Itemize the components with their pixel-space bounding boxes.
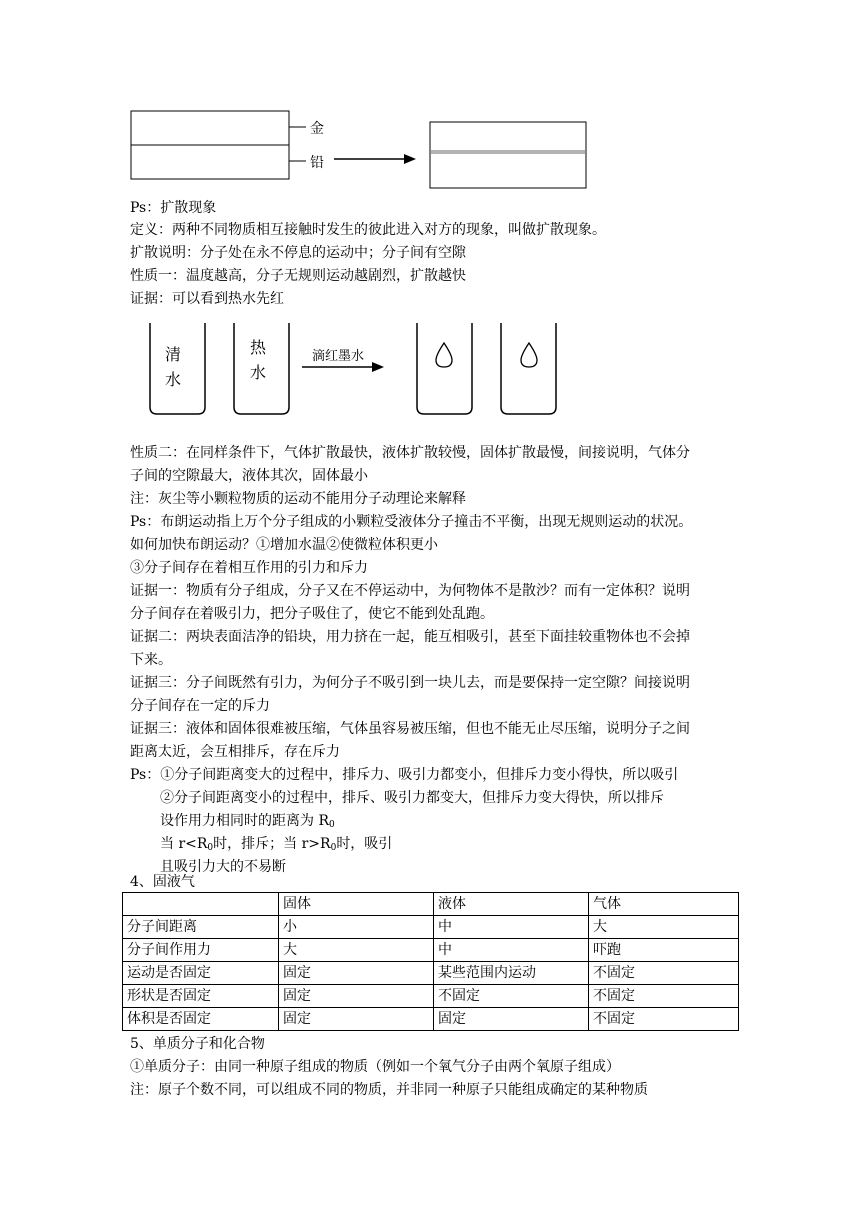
diffusion-band [431, 150, 585, 154]
line-16: 证据三：分子间既然有引力，为何分子不吸引到一块儿去，而是要保持一定空隙？间接说明 [130, 675, 690, 691]
line-20: Ps：①分子间距离变大的过程中，排斥力、吸引力都变小，但排斥力变小得快，所以吸引 [130, 767, 679, 783]
table-cell: 大 [589, 916, 739, 939]
table-header-cell [123, 893, 279, 916]
line-10: 如何加快布朗运动？①增加水温②使微粒体积更小 [130, 537, 438, 553]
diffusion-blocks-diagram [0, 0, 860, 200]
line-6: 性质二：在同样条件下，气体扩散最快，液体扩散较慢，固体扩散最慢，间接说明，气体分 [130, 445, 690, 461]
table-cell: 分子间距离 [123, 916, 279, 939]
table-cell: 小 [279, 916, 434, 939]
subscript-0: 0 [330, 843, 337, 853]
table-header-cell: 气体 [589, 893, 739, 916]
line-22-text: 设作用力相同时的距离为 R [160, 813, 329, 829]
line-23 [160, 834, 392, 858]
drip-arrow-head [372, 362, 384, 372]
table-header-row [123, 893, 739, 916]
table-cell: 某些范围内运动 [434, 962, 589, 985]
line-12: 证据一：物质有分子组成，分子又在不停运动中，为何物体不是散沙？而有一定体积？说明 [130, 583, 690, 599]
table-cell: 固定 [279, 962, 434, 985]
table-row [123, 1008, 739, 1031]
line-7: 子间的空隙最大，液体其次，固体最小 [130, 468, 368, 484]
line-24: 且吸引力大的不易断 [160, 859, 286, 875]
ink-drop-right [521, 343, 537, 367]
line-8: 注：灰尘等小颗粒物质的运动不能用分子动理论来解释 [130, 491, 466, 507]
table-cell: 不固定 [589, 1008, 739, 1031]
table-cell: 固定 [279, 1008, 434, 1031]
line-22 [160, 811, 335, 835]
line-5: 证据：可以看到热水先红 [130, 291, 284, 307]
line-17: 分子间存在一定的斥力 [130, 698, 270, 714]
lead-block [131, 145, 289, 179]
states-of-matter-table [122, 892, 739, 1031]
table-cell: 形状是否固定 [123, 985, 279, 1008]
beaker-left-after [417, 323, 472, 414]
table-cell: 运动是否固定 [123, 962, 279, 985]
merged-block [430, 122, 586, 188]
line-4: 性质一：温度越高，分子无规则运动越剧烈，扩散越快 [130, 268, 466, 284]
arrow-head [404, 154, 416, 164]
table-cell: 大 [279, 939, 434, 962]
table-header-cell: 固体 [279, 893, 434, 916]
line-23-part-c: 时，吸引 [336, 836, 393, 852]
table-row [123, 939, 739, 962]
beaker-right-after [501, 323, 556, 414]
subscript-0: 0 [207, 843, 214, 853]
line-28: 注：原子个数不同，可以组成不同的物质，并非同一种原子只能组成确定的某种物质 [130, 1082, 648, 1098]
section-4-heading: 4、固液气 [130, 874, 195, 890]
line-13: 分子间存在着吸引力，把分子吸住了，使它不能到处乱跑。 [130, 606, 494, 622]
ink-drop-left [436, 343, 452, 367]
table-row [123, 985, 739, 1008]
line-19: 距离太近，会互相排斥，存在斥力 [130, 744, 340, 760]
hot-water-label-2: 水 [250, 363, 267, 382]
table-cell: 不固定 [434, 985, 589, 1008]
line-23-part-b: 时，排斥；当 r>R [213, 836, 331, 852]
line-23-part-a: 当 r<R [160, 836, 208, 852]
section-5-heading: 5、单质分子和化合物 [130, 1036, 265, 1052]
hot-water-label-1: 热 [250, 338, 267, 357]
table-row [123, 916, 739, 939]
beakers-diagram [0, 315, 860, 420]
clear-water-label-1: 清 [165, 345, 182, 364]
line-3: 扩散说明：分子处在永不停息的运动中；分子间有空隙 [130, 245, 466, 261]
lead-label: 铅 [310, 155, 324, 171]
table-cell: 不固定 [589, 962, 739, 985]
line-27: ①单质分子：由同一种原子组成的物质（例如一个氧气分子由两个氧原子组成） [130, 1059, 620, 1075]
line-15: 下来。 [130, 652, 172, 668]
table-cell: 固定 [279, 985, 434, 1008]
subscript-0: 0 [329, 820, 335, 830]
gold-block [131, 111, 289, 145]
table-cell: 体积是否固定 [123, 1008, 279, 1031]
line-14: 证据二：两块表面洁净的铅块，用力挤在一起，能互相吸引，甚至下面挂较重物体也不会掉 [130, 629, 690, 645]
gold-label: 金 [310, 121, 324, 137]
table-cell: 固定 [434, 1008, 589, 1031]
line-1: Ps：扩散现象 [130, 200, 217, 216]
table-cell: 中 [434, 939, 589, 962]
table-header-cell: 液体 [434, 893, 589, 916]
clear-water-label-2: 水 [165, 370, 182, 389]
line-2: 定义：两种不同物质相互接触时发生的彼此进入对方的现象，叫做扩散现象。 [130, 222, 606, 238]
drip-ink-label: 滴红墨水 [312, 349, 365, 364]
line-18: 证据三：液体和固体很难被压缩，气体虽容易被压缩，但也不能无止尽压缩，说明分子之间 [130, 721, 690, 737]
table-cell: 吓跑 [589, 939, 739, 962]
table-cell: 分子间作用力 [123, 939, 279, 962]
table-cell: 中 [434, 916, 589, 939]
table-cell: 不固定 [589, 985, 739, 1008]
beaker-clear-water [150, 323, 205, 414]
line-21: ②分子间距离变小的过程中，排斥、吸引力都变大，但排斥力变大得快，所以排斥 [160, 790, 664, 806]
line-9: Ps：布朗运动指上万个分子组成的小颗粒受液体分子撞击不平衡，出现无规则运动的状况。 [130, 514, 693, 530]
line-11: ③分子间存在着相互作用的引力和斥力 [130, 560, 368, 576]
table-row [123, 962, 739, 985]
